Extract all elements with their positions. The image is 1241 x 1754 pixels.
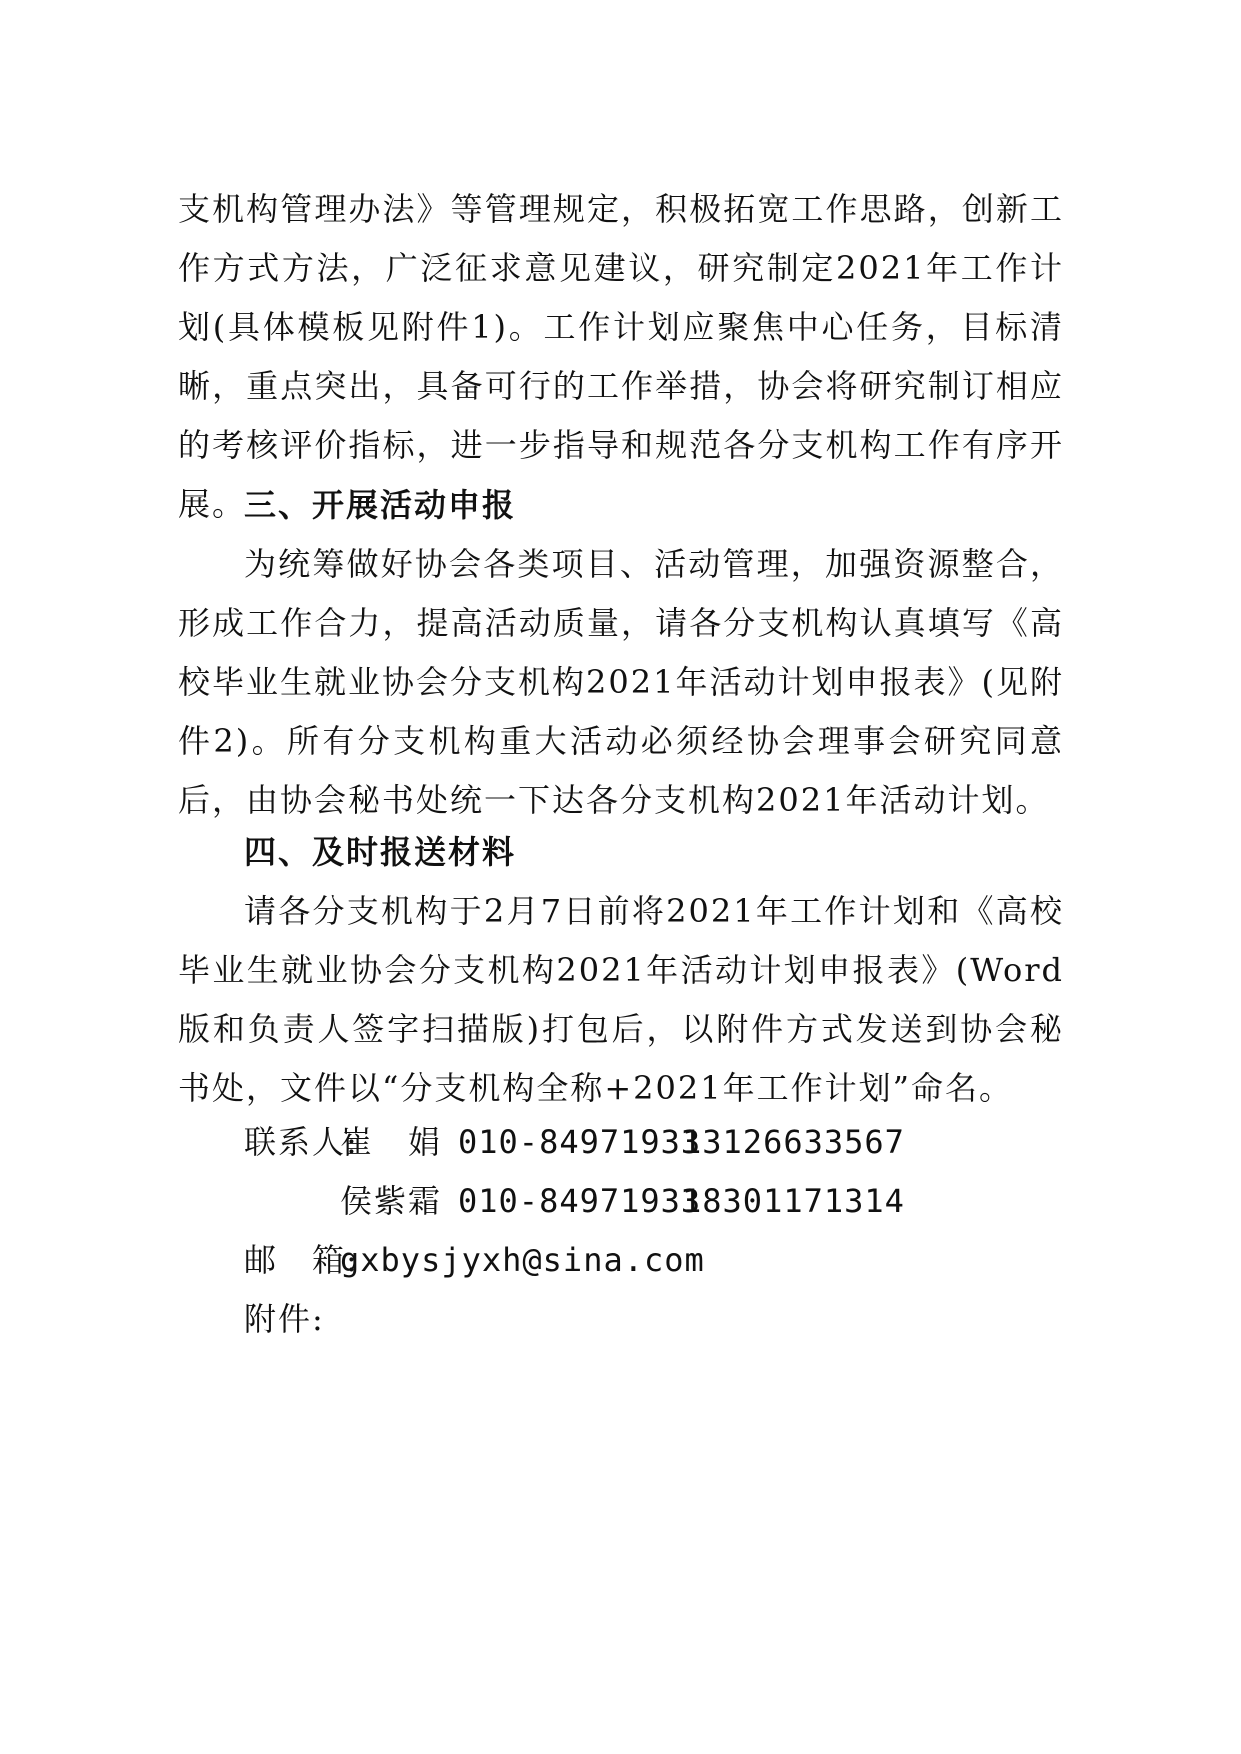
contact-phone: 010-84971933 xyxy=(458,1182,702,1220)
contact-name: 侯紫霜 xyxy=(340,1182,443,1220)
section-heading-3: 三、开展活动申报 xyxy=(244,486,517,524)
attachments-label: 附件: xyxy=(244,1300,325,1338)
contact-phone: 010-84971933 xyxy=(458,1123,702,1161)
contact-label: 联系人: xyxy=(244,1123,359,1161)
email-label: 邮 箱: xyxy=(244,1241,359,1279)
body-paragraph-2: 为统筹做好协会各类项目、活动管理，加强资源整合，形成工作合力，提高活动质量，请各分支机构认真填写《高校毕业生就业协会分支机构2021年活动计划申报表》(见附件2)。所有分支机构重大活动必须经协会理事会研究同意后，由协会秘书处统一下达各分支机构2021年活动计划。 xyxy=(178,545,1064,819)
contact-mobile: 13126633567 xyxy=(682,1123,905,1161)
section-heading-4: 四、及时报送材料 xyxy=(244,833,517,871)
contact-mobile: 18301171314 xyxy=(682,1182,905,1220)
body-paragraph-1: 支机构管理办法》等管理规定，积极拓宽工作思路，创新工作方式方法，广泛征求意见建议，研究制定2021年工作计划(具体模板见附件1)。工作计划应聚焦中心任务，目标清晰，重点突出，具备可行的工作举措，协会将研究制订相应的考核评价指标，进一步指导和规范各分支机构工作有序开展。 xyxy=(178,190,1064,523)
contact-name: 崔 娟 xyxy=(340,1123,443,1161)
email-address[interactable]: gxbysjyxh@sina.com xyxy=(340,1241,705,1279)
body-paragraph-3: 请各分支机构于2月7日前将2021年工作计划和《高校毕业生就业协会分支机构2021年活动计划申报表》(Word版和负责人签字扫描版)打包后，以附件方式发送到协会秘书处，文件以“分支机构全称+2021年工作计划”命名。 xyxy=(178,892,1064,1107)
